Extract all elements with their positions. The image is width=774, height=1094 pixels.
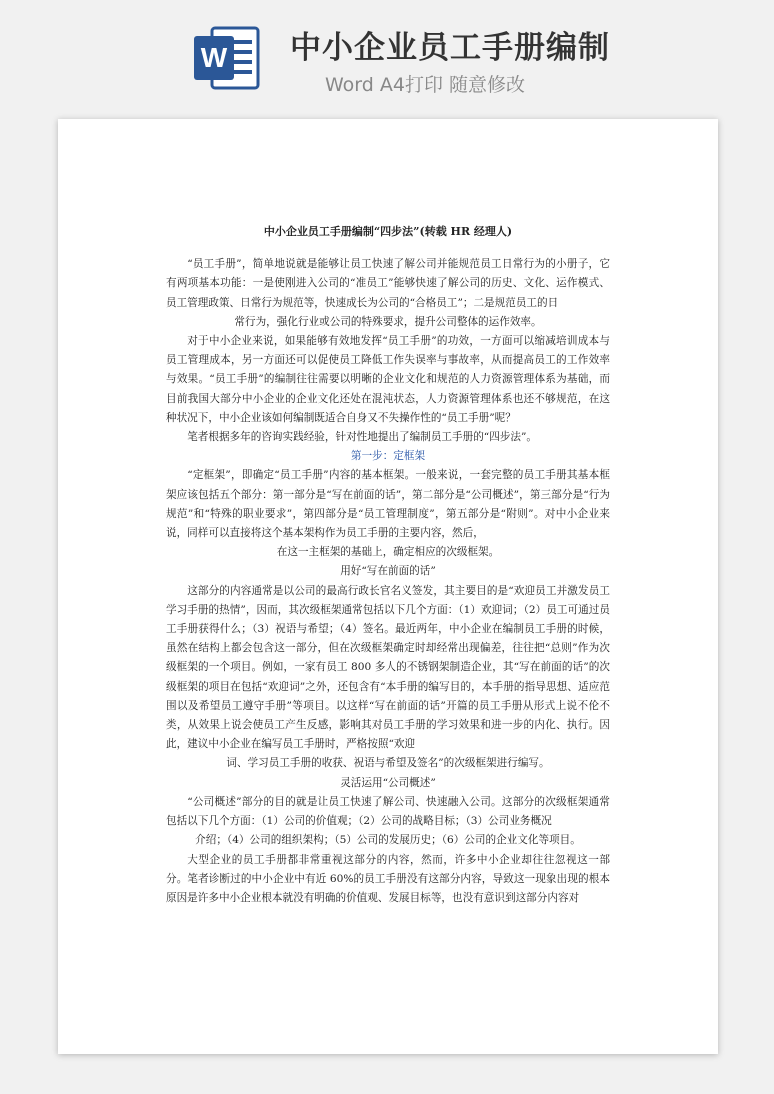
paragraph: “定框架”，即确定“员工手册”内容的基本框架。一般来说，一套完整的员工手册其基本框架应该包括五个部分：第一部分是“写在前面的话”，第二部分是“公司概述”，第三部分是“行为规范”和“特殊的职业要求”，第四部分是“员工管理制度”，第五部分是“附则”。对中小企业来说，同样可以直接将这个基本架构作为员工手册的主要内容，然后， xyxy=(166,469,610,540)
paragraph: “公司概述”部分的目的就是让员工快速了解公司、快速融入公司。这部分的次级框架通常包括以下几个方面：（1）公司的价值观；（2）公司的战略目标；（3）公司业务概况 xyxy=(166,795,610,828)
paragraph-end: 常行为，强化行业或公司的特殊要求，提升公司整体的运作效率。 xyxy=(234,315,542,328)
paragraph-end: 在这一主框架的基础上，确定相应的次级框架。 xyxy=(276,546,500,559)
paragraph-end: 词、学习员工手册的收获、祝语与希望及签名”的次级框架进行编写。 xyxy=(226,757,550,770)
svg-text:W: W xyxy=(200,42,228,73)
paragraph: 笔者根据多年的咨询实践经验，针对性地提出了编制员工手册的“四步法”。 xyxy=(187,431,538,444)
paragraph: 大型企业的员工手册都非常重视这部分的内容，然而，许多中小企业却往往忽视这一部分。笔者诊断过的中小企业中有近 60%的员工手册没有这部分内容，导致这一现象出现的根本原因是许多中小企业根本就没有明确的价值观、发展目标等，也没有意识到这部分内容对 xyxy=(166,853,610,904)
document-page xyxy=(58,119,718,1054)
subsection-heading: 灵活运用“公司概述” xyxy=(340,776,436,789)
paragraph: “员工手册”，简单地说就是能够让员工快速了解公司并能规范员工日常行为的小册子，它有两项基本功能：一是使刚进入公司的“准员工”能够快速了解公司的历史、文化、运作模式、员工管理政策、日常行为规范等，快速成长为公司的“合格员工”；二是规范员工的日 xyxy=(166,258,610,309)
banner-subtitle: Word A4打印 随意修改 xyxy=(325,74,526,96)
subsection-heading: 用好“写在前面的话” xyxy=(340,565,436,578)
document-content xyxy=(166,222,610,908)
banner-title: 中小企业员工手册编制 xyxy=(290,30,610,66)
banner xyxy=(0,0,774,112)
section-heading-step1: 第一步：定框架 xyxy=(350,450,426,463)
paragraph: 对于中小企业来说，如果能够有效地发挥“员工手册”的功效，一方面可以缩减培训成本与员工管理成本，另一方面还可以促使员工降低工作失误率与事故率，从而提高员工的工作效率与效果。“员工手册”的编制往往需要以明晰的企业文化和规范的人力资源管理体系为基础，而目前我国大部分中小企业的企业文化还处在混沌状态，人力资源管理体系也还不够规范，在这种状况下，中小企业该如何编制既适合自身又不失操作性的“员工手册”呢？ xyxy=(166,335,610,424)
word-icon xyxy=(192,22,264,94)
paragraph-end: 介绍；（4）公司的组织架构；（5）公司的发展历史；（6）公司的企业文化等项目。 xyxy=(195,834,581,847)
document-title: 中小企业员工手册编制“四步法”(转载 HR 经理人) xyxy=(263,225,513,238)
paragraph: 这部分的内容通常是以公司的最高行政长官名义签发，其主要目的是“欢迎员工并激发员工学习手册的热情”，因而，其次级框架通常包括以下几个方面：（1）欢迎词；（2）员工可通过员工手册获得什么；（3）祝语与希望；（4）签名。最近两年，中小企业在编制员工手册的时候，虽然在结构上都会包含这一部分，但在次级框架确定时却经常出现偏差，往往把“总则”作为次级框架的一个项目。例如，一家有员工 800 多人的不锈钢架制造企业，其“写在前面的话”的次级框架的项目在包括“欢迎词”之外，还包含有“本手册的编写目的，本手册的指导思想、适应范围以及希望员工遵守手册”等项目。以这样“写在前面的话”开篇的员工手册从形式上说不伦不类，从效果上说会使员工产生反感，影响其对员工手册的学习效果和进一步的内化、执行。因此，建议中小企业在编写员工手册时，严格按照“欢迎 xyxy=(166,584,610,751)
